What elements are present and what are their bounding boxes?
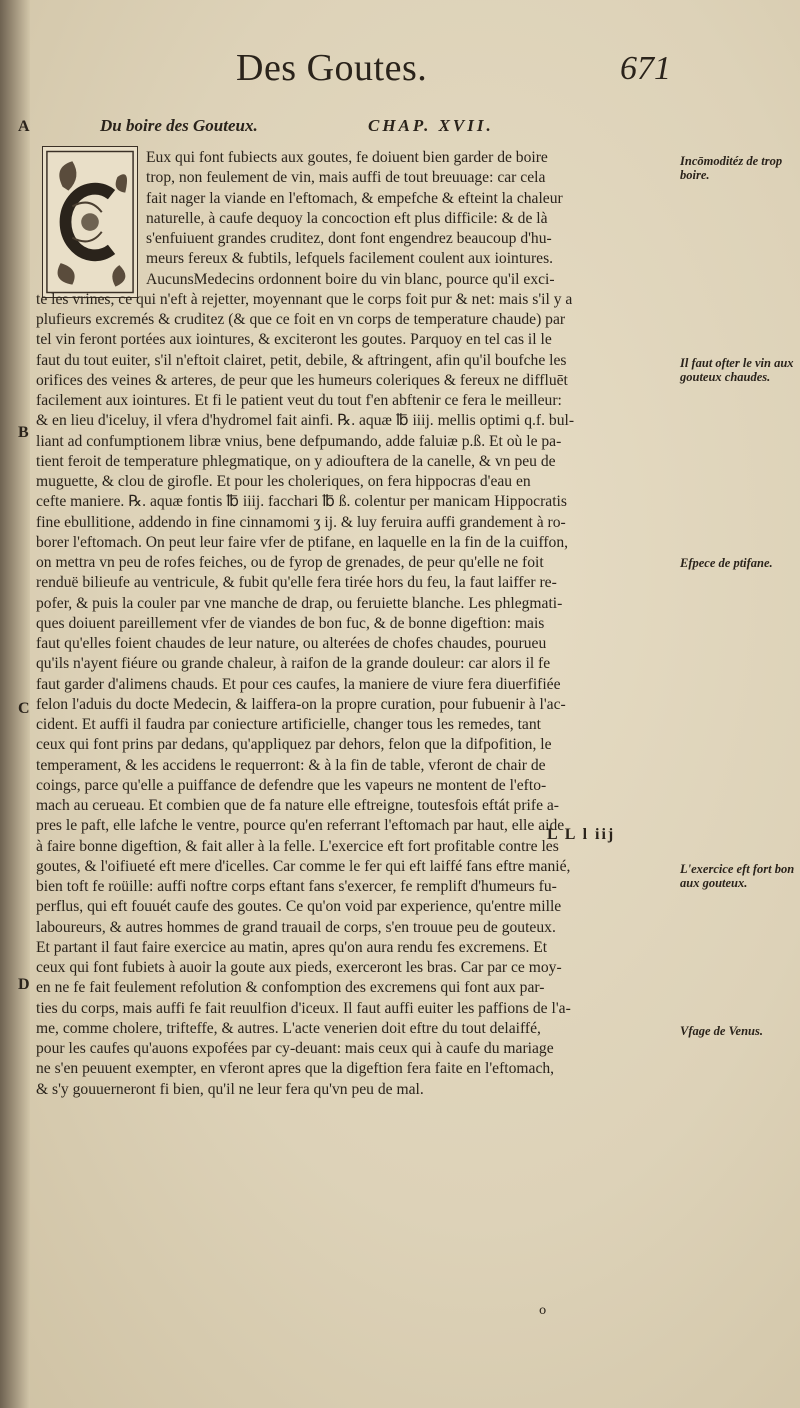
text-line: laboureurs, & autres hommes de grand trauail de corps, s'en trouue peu de gouteux. [36, 918, 556, 936]
page-number: 671 [620, 50, 671, 87]
text-line: & s'y gouuerneront fi bien, qu'il ne leur fera qu'vn peu de mal. [36, 1080, 424, 1098]
margin-note-1: Incōmoditéz de trop boire. [680, 154, 783, 182]
text-line: faut qu'elles foient chaudes de leur nature, ou alterées de chofes chaudes, pourueu [36, 635, 547, 652]
text-line: en ne fe fait feulement refolution & confomption des excremens qui font aux par- [36, 979, 545, 997]
text-line: goutes, & l'oifiueté eft mere d'icelles. Car comme le fer qui eft laiffé fans eftre manié, [36, 857, 571, 875]
margin-note-3: Efpece de ptifane. [680, 556, 773, 570]
text-line: me, comme cholere, trifteffe, & autres. L'acte venerien doit eftre du tout delaiffé, [36, 1019, 541, 1037]
text-line: tel vin feront portées aux iointures, & exciteront les goutes. Parquoy en tel cas il le [36, 331, 552, 349]
text-line: tient feroit de temperature phlegmatique, on y adiouftera de la canelle, & vn peu de [36, 452, 556, 470]
text-line: AucunsMedecins ordonnent boire du vin blanc, pource qu'il exci- [146, 270, 555, 288]
text-line: temperament, & les accidens le requerront: & à la fin de table, vferont de chair de [36, 756, 546, 774]
text-line: fait nager la viande en l'eftomach, & empefche & efteint la chaleur [146, 189, 563, 207]
text-line: fine ebullitione, addendo in fine cinnamomi ʒ ij. & luy feruira auffi grandement à ro- [36, 513, 566, 531]
text-line: coings, parce qu'elle a puiffance de defendre que les vapeurs ne montent de l'efto- [36, 776, 547, 794]
text-line: orifices des veines & arteres, de peur que les humeurs coleriques & fereux ne diffluēt [36, 371, 568, 389]
text-line: muguette, & clou de girofle. Et pour les choleriques, on fera hippocras d'eau en [36, 473, 531, 490]
text-line: pofer, & puis la couler par vne manche de drap, ou feruiette blanche. Les phlegmati- [36, 594, 563, 612]
text-line: borer l'eftomach. On peut leur faire vfer de ptifane, en laquelle en la fin de la cuiffon, [36, 533, 569, 551]
text-line: à faire bonne digeftion, & fait aller à la felle. L'exercice eft fort profitable contre les [36, 837, 559, 855]
text-line: ceux qui font prins par dedans, qu'appliquez par dehors, felon que la difpofition, le [36, 736, 552, 754]
section-letter-d: D [18, 976, 30, 993]
text-line: Et partant il faut faire exercice au matin, apres qu'on aura rendu fes excremens. Et [36, 938, 548, 956]
text-line: qu'ils n'ayent fiéure ou grande chaleur, à raifon de la grande douleur: car alors il fe [36, 655, 551, 673]
text-line: plufieurs excremés & cruditez (& que ce foit en vn corps de temperature chaude) par [36, 311, 566, 328]
section-letter-b: B [18, 424, 29, 441]
text-line: cefte maniere. ℞. aquæ fontis ℔ iiij. facchari ℔ ß. colentur per manicam Hippocratis [36, 493, 567, 511]
text-line: bien toft fe roüille: auffi noftre corps eftant fans s'exercer, fe remplift d'humeurs fu- [36, 878, 557, 895]
text-line: faut garder d'alimens chauds. Et pour ces caufes, la maniere de viure fera diuerfifiée [36, 675, 561, 693]
chapter-number: CHAP. XVII. [368, 116, 494, 135]
chapter-subtitle: Du boire des Gouteux. [100, 116, 258, 135]
running-title: Des Goutes. [236, 47, 428, 89]
stray-mark: o [539, 1303, 547, 1317]
text-line: & en lieu d'iceluy, il vfera d'hydromel fait ainfi. ℞. aquæ ℔ iiij. mellis optimi q.f. bul- [36, 412, 575, 430]
signature-mark: L L l iij [547, 826, 616, 843]
text-line: cident. Et auffi il faudra par coniecture artificielle, changer tous les remedes, tant [36, 716, 541, 733]
text-line: felon l'aduis du docte Medecin, & laiffera-on la propre curation, pour fubuenir à l'ac- [36, 695, 566, 713]
text-line: pour les caufes qu'auons expofées par cy-deuant: mais ceux qui à caufe du mariage [36, 1040, 554, 1057]
text-line: naturelle, à caufe dequoy la concoction eft plus difficile: & de là [146, 209, 548, 227]
text-line: mach au cerueau. Et combien que de fa nature elle eftreigne, toutesfois eftát prife a- [36, 797, 559, 814]
text-line: meurs fereux & fubtils, lefquels facilement coulent aux iointures. [146, 250, 554, 268]
text-line: s'enfuiuent grandes cruditez, dont font engendrez beaucoup d'hu- [146, 230, 552, 247]
text-line: ceux qui font fubiets à auoir la goute aux pieds, exerceront les bras. Car par ce moy- [36, 959, 562, 976]
text-line: te les vrines, ce qui n'eft à rejetter, moyennant que le corps foit pur & net: mais s'il y a [36, 290, 573, 308]
text-line: liant ad confumptionem libræ vnius, bene defpumando, adde faluiæ p.ß. Et où le pa- [36, 432, 562, 450]
text-line: on mettra vn peu de rofes feiches, ou de fyrop de grenades, de peur qu'elle ne foit [36, 554, 544, 571]
text-line: pres le paft, elle lafche le ventre, pource qu'en referrant l'eftomach par haut, elle aide [36, 817, 565, 835]
text-line: ques doiuent pareillement vfer de viandes de bon fuc, & de bonne digeftion: mais [36, 614, 545, 632]
body-text [36, 148, 672, 1100]
text-line: trop, non feulement de vin, mais auffi de tout breuuage: car cela [146, 169, 546, 187]
section-letter-a: A [18, 118, 30, 135]
section-letter-c: C [18, 700, 30, 717]
text-line: ties du corps, mais auffi fe fait reuulfion d'iceux. Il faut auffi euiter les paffions de l'a- [36, 999, 571, 1017]
margin-note-2: Il faut ofter le vin aux gouteux chaudes. [680, 356, 794, 384]
text-line: faut du tout euiter, s'il n'eftoit clairet, petit, debile, & aftringent, afin qu'il boufche les [36, 351, 567, 369]
text-line: renduë bilieufe au ventricule, & fubit qu'elle fera tirée hors du feu, la faut laiffer re- [36, 574, 557, 592]
text-line: Eux qui font fubiects aux goutes, fe doiuent bien garder de boire [146, 149, 548, 166]
text-line: ne s'en peuuent exempter, en vferont apres que la digeftion fera faite en l'eftomach, [36, 1060, 555, 1078]
text-line: facilement aux iointures. Et fi le patient veut du tout f'en abftenir ce fera le meilleur: [36, 392, 562, 409]
margin-note-4: L'exercice eft fort bon aux gouteux. [680, 862, 795, 890]
margin-note-5: Vfage de Venus. [680, 1024, 763, 1038]
text-line: perflus, qui eft fouuét caufe des goutes. Ce qu'on void par experience, qu'entre mille [36, 898, 562, 916]
